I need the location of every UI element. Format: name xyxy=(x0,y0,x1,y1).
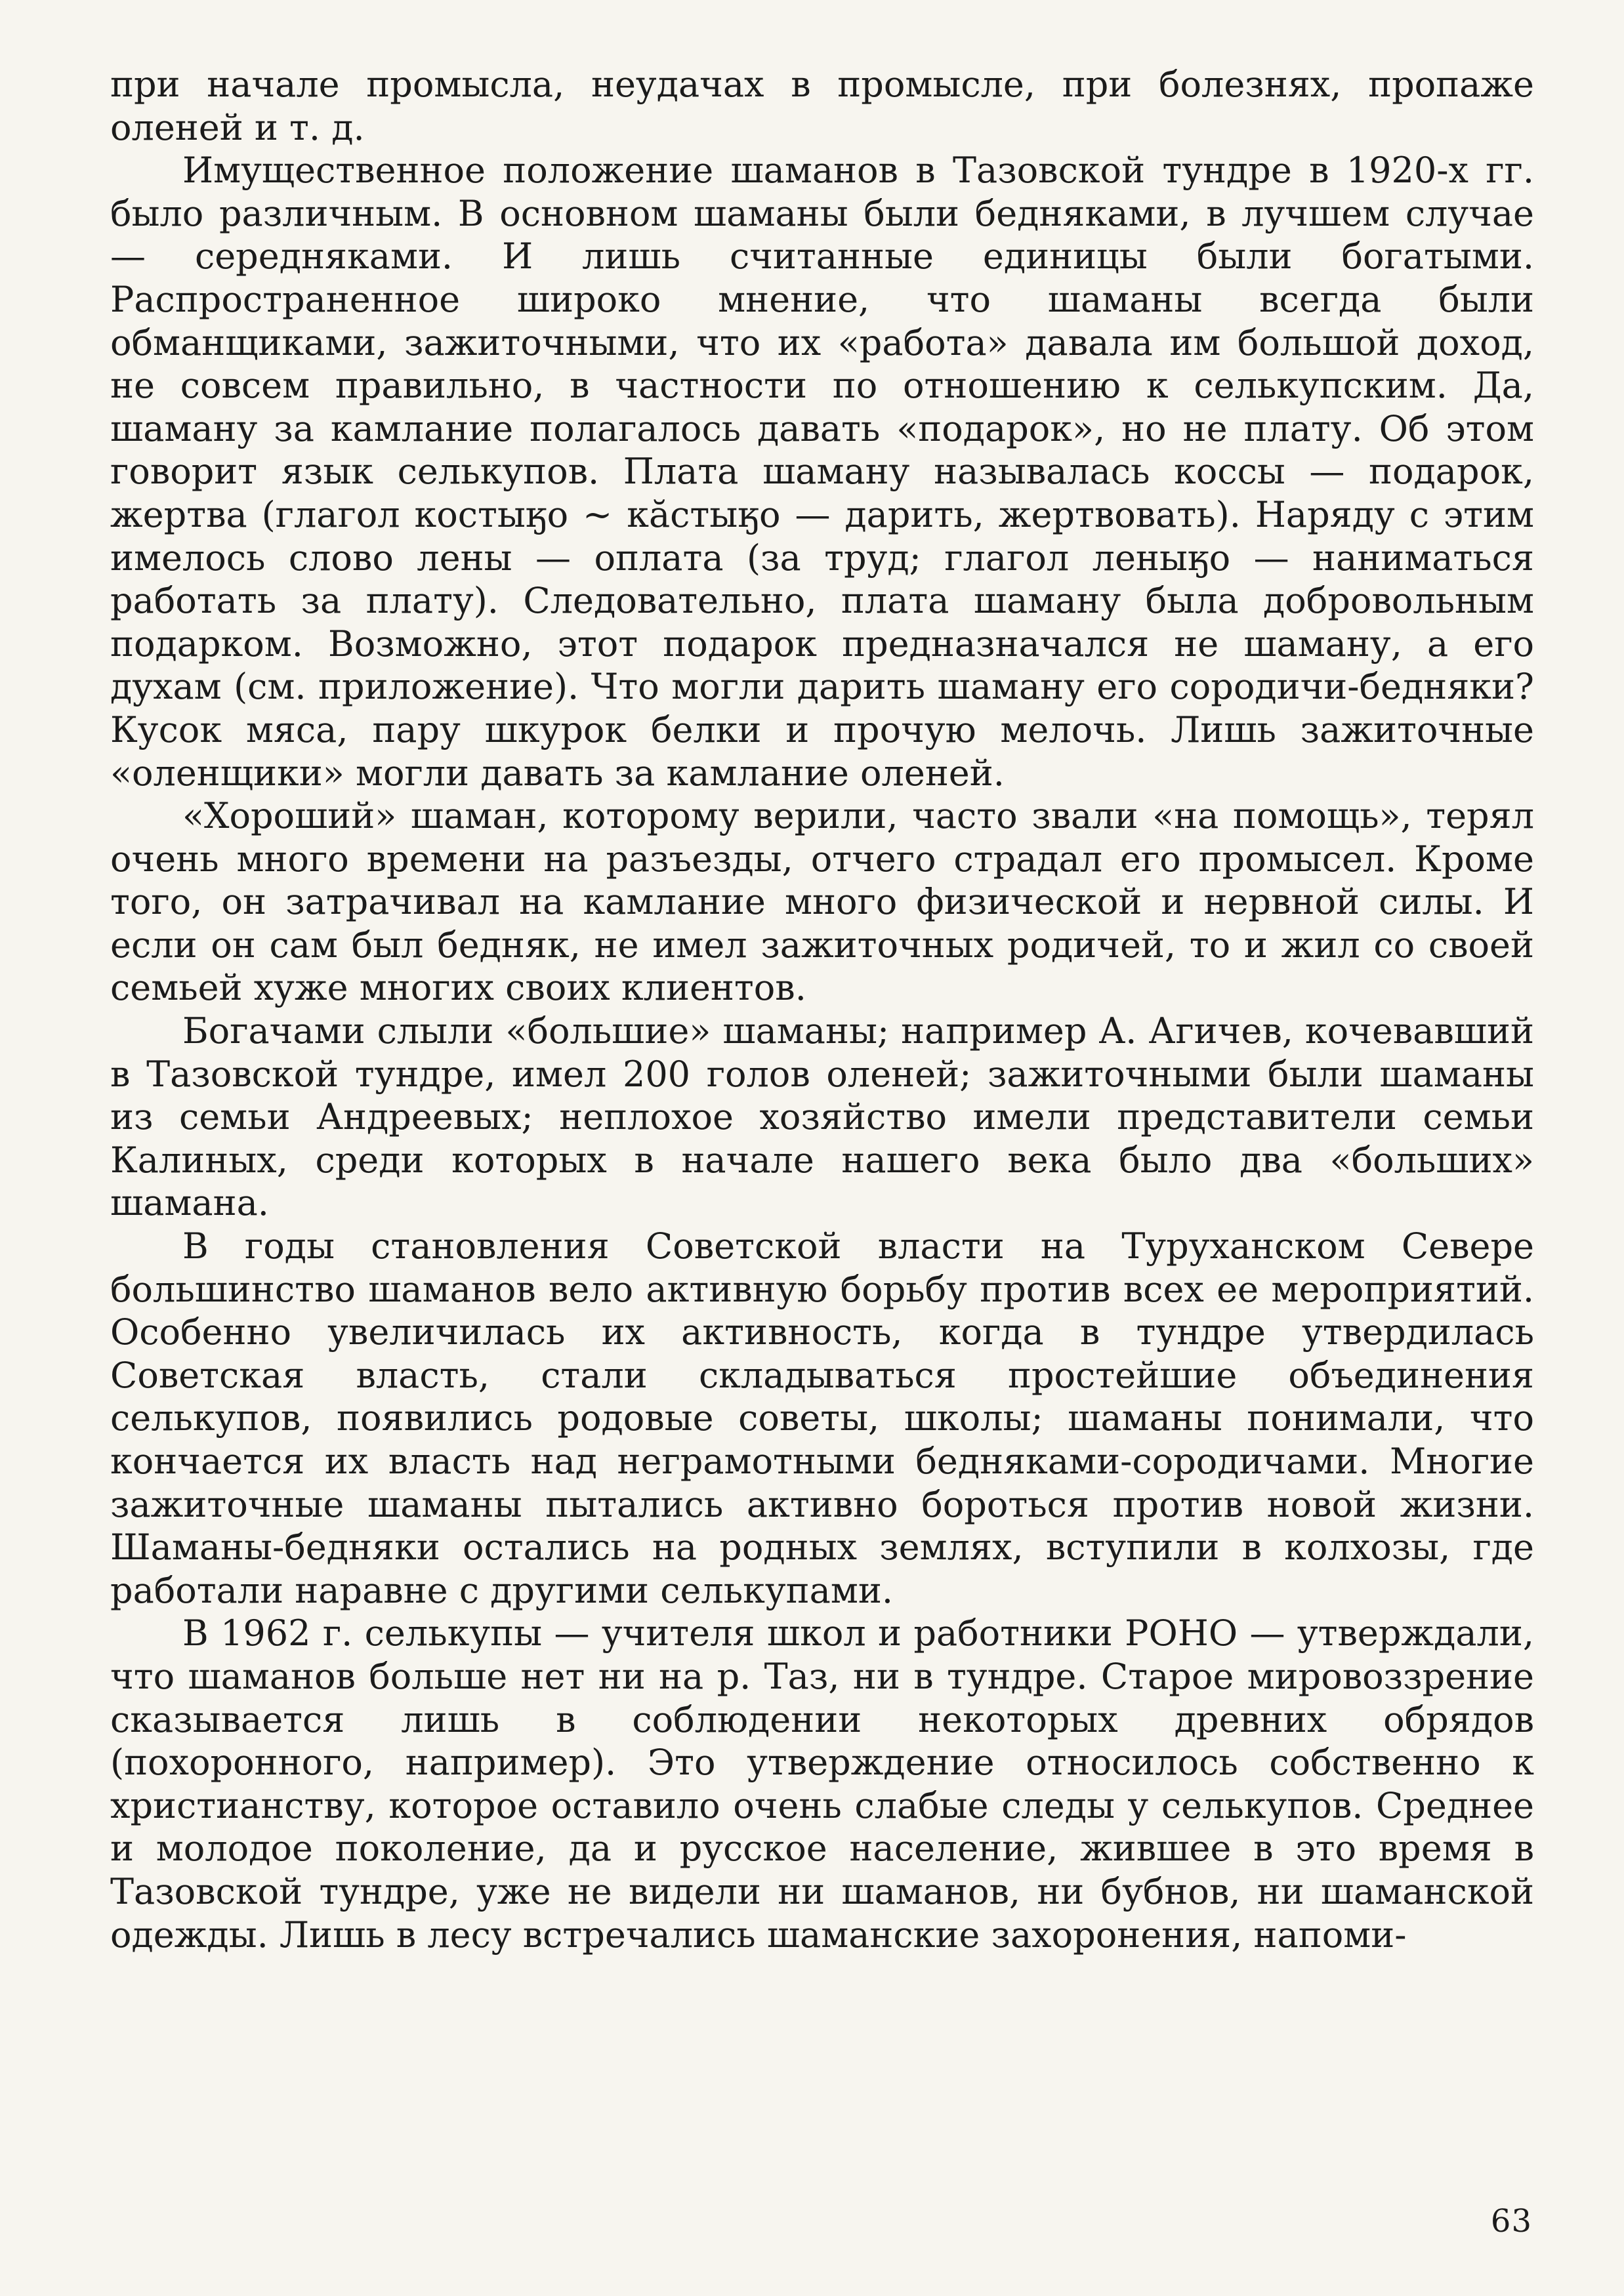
paragraph-continuation: при начале промысла, неудачах в промысле, при болезнях, пропаже оленей и т. д. xyxy=(110,64,1534,148)
page-number: 63 xyxy=(1490,2203,1532,2240)
paragraph-1962: В 1962 г. селькупы — учителя школ и работники РОНО — утверждали, что шаманов больше нет ни на р. Таз, ни в тундре. Старое мировоззрение сказывается лишь в соблюдении некоторых древних обрядов (похоронного, например). Это утверждение относилось собственно к христианству, которое оставило очень слабые следы у селькупов. Среднее и молодое поколение, да и русское население, жившее в это время в Тазовской тундре, уже не видели ни шаманов, ни бубнов, ни шаманской одежды. Лишь в лесу встречались шаманские захоронения, напоми- xyxy=(110,1612,1534,1956)
body-text xyxy=(110,63,1534,1956)
paragraph-shaman-property: Имущественное положение шаманов в Тазовской тундре в 1920-х гг. было различным. В основном шаманы были бедняками, в лучшем случае — середняками. И лишь считанные единицы были богатыми. Распространенное широко мнение, что шаманы всегда были обманщиками, зажиточными, что их «работа» давала им большой доход, не совсем правильно, в частности по отношению к селькупским. Да, шаману за камлание полагалось давать «подарок», но не плату. Об этом говорит язык селькупов. Плата шаману называлась коссы — подарок, жертва (глагол костыӄо ~ кăстыӄо — дарить, жертвовать). Наряду с этим имелось слово лены — оплата (за труд; глагол леныӄо — наниматься работать за плату). Следовательно, плата шаману была добровольным подарком. Возможно, этот подарок предназначался не шаману, а его духам (см. приложение). Что могли дарить шаману его сородичи-бедняки? Кусок мяса, пару шкурок белки и прочую мелочь. Лишь зажиточные «оленщики» могли давать за камлание оленей. xyxy=(110,150,1534,794)
paragraph-rich-shamans: Богачами слыли «большие» шаманы; например А. Агичев, кочевавший в Тазовской тундре, имел 200 голов оленей; зажиточными были шаманы из семьи Андреевых; неплохое хозяйство имели представители семьи Калиных, среди которых в начале нашего века было два «больших» шамана. xyxy=(110,1010,1534,1224)
paragraph-soviet-power: В годы становления Советской власти на Туруханском Севере большинство шаманов вело активную борьбу против всех ее мероприятий. Особенно увеличилась их активность, когда в тундре утвердилась Советская власть, стали складываться простейшие объединения селькупов, появились родовые советы, школы; шаманы понимали, что кончается их власть над неграмотными бедняками-сородичами. Многие зажиточные шаманы пытались активно бороться против новой жизни. Шаманы-бедняки остались на родных землях, вступили в колхозы, где работали наравне с другими селькупами. xyxy=(110,1225,1534,1611)
paragraph-good-shaman: «Хороший» шаман, которому верили, часто звали «на помощь», терял очень много времени на разъезды, отчего страдал его промысел. Кроме того, он затрачивал на камлание много физической и нервной силы. И если он сам был бедняк, не имел зажиточных родичей, то и жил со своей семьей хуже многих своих клиентов. xyxy=(110,795,1534,1009)
